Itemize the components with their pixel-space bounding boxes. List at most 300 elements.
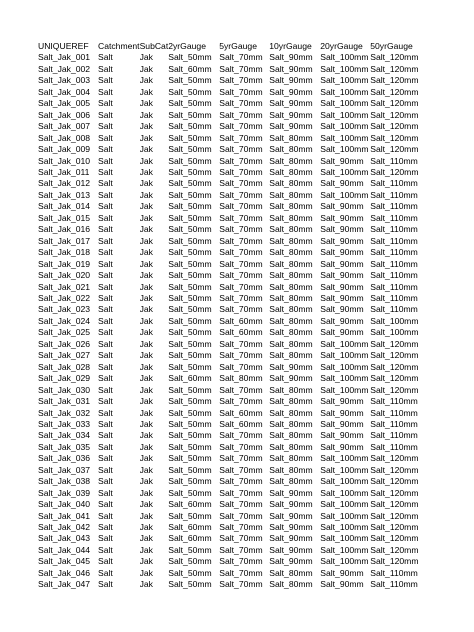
gauge-10yr-cell[interactable]: Salt_80mm xyxy=(269,270,313,281)
catchment-cell[interactable]: Salt xyxy=(98,373,113,384)
gauge-20yr-cell[interactable]: Salt_100mm xyxy=(320,86,369,97)
catchment-cell[interactable]: Salt xyxy=(98,98,113,109)
catchment-cell[interactable]: Salt xyxy=(98,201,113,212)
gauge-50yr-cell[interactable]: Salt_110mm xyxy=(370,258,418,269)
gauge-10yr-cell[interactable]: Salt_80mm xyxy=(269,247,313,258)
gauge-5yr-cell[interactable]: Salt_70mm xyxy=(219,155,263,166)
subcat-cell[interactable]: Jak xyxy=(139,292,153,303)
gauge-10yr-cell[interactable]: Salt_90mm xyxy=(269,373,313,384)
gauge-5yr-cell[interactable]: Salt_70mm xyxy=(219,304,263,315)
uniqueref-cell[interactable]: Salt_Jak_013 xyxy=(38,189,91,200)
gauge-5yr-cell[interactable]: Salt_70mm xyxy=(219,63,263,74)
gauge-5yr-cell[interactable]: Salt_70mm xyxy=(219,338,263,349)
gauge-5yr-cell[interactable]: Salt_70mm xyxy=(219,109,263,120)
uniqueref-cell[interactable]: Salt_Jak_003 xyxy=(38,75,91,86)
gauge-50yr-cell[interactable]: Salt_120mm xyxy=(370,75,419,86)
gauge-2yr-cell[interactable]: Salt_50mm xyxy=(168,144,212,155)
gauge-50yr-cell[interactable]: Salt_110mm xyxy=(370,441,418,452)
gauge-2yr-cell[interactable]: Salt_50mm xyxy=(168,361,212,372)
gauge-10yr-cell[interactable]: Salt_90mm xyxy=(269,510,313,521)
catchment-cell[interactable]: Salt xyxy=(98,247,113,258)
gauge-20yr-cell[interactable]: Salt_90mm xyxy=(320,418,364,429)
subcat-cell[interactable]: Jak xyxy=(139,201,153,212)
gauge-2yr-cell[interactable]: Salt_50mm xyxy=(168,327,212,338)
gauge-10yr-cell[interactable]: Salt_80mm xyxy=(269,441,313,452)
catchment-cell[interactable]: Salt xyxy=(98,212,113,223)
gauge-20yr-cell[interactable]: Salt_100mm xyxy=(320,533,369,544)
gauge-2yr-cell[interactable]: Salt_50mm xyxy=(168,281,212,292)
gauge-10yr-cell[interactable]: Salt_80mm xyxy=(269,476,313,487)
catchment-cell[interactable]: Salt xyxy=(98,579,113,590)
subcat-cell[interactable]: Jak xyxy=(139,430,153,441)
gauge-5yr-cell[interactable]: Salt_70mm xyxy=(219,189,263,200)
catchment-cell[interactable]: Salt xyxy=(98,52,113,63)
gauge-5yr-cell[interactable]: Salt_70mm xyxy=(219,544,263,555)
gauge-5yr-cell[interactable]: Salt_70mm xyxy=(219,453,263,464)
catchment-cell[interactable]: Salt xyxy=(98,533,113,544)
column-header-2yr-gauge[interactable]: 2yrGauge xyxy=(168,41,206,51)
gauge-50yr-cell[interactable]: Salt_110mm xyxy=(370,247,418,258)
uniqueref-cell[interactable]: Salt_Jak_015 xyxy=(38,212,91,223)
gauge-50yr-cell[interactable]: Salt_120mm xyxy=(370,373,419,384)
gauge-2yr-cell[interactable]: Salt_50mm xyxy=(168,212,212,223)
gauge-20yr-cell[interactable]: Salt_90mm xyxy=(320,212,364,223)
gauge-10yr-cell[interactable]: Salt_80mm xyxy=(269,418,313,429)
catchment-cell[interactable]: Salt xyxy=(98,464,113,475)
gauge-10yr-cell[interactable]: Salt_90mm xyxy=(269,499,313,510)
gauge-50yr-cell[interactable]: Salt_110mm xyxy=(370,212,418,223)
subcat-cell[interactable]: Jak xyxy=(139,212,153,223)
gauge-2yr-cell[interactable]: Salt_50mm xyxy=(168,98,212,109)
gauge-5yr-cell[interactable]: Salt_70mm xyxy=(219,281,263,292)
gauge-20yr-cell[interactable]: Salt_90mm xyxy=(320,315,364,326)
gauge-2yr-cell[interactable]: Salt_50mm xyxy=(168,178,212,189)
uniqueref-cell[interactable]: Salt_Jak_039 xyxy=(38,487,91,498)
gauge-20yr-cell[interactable]: Salt_90mm xyxy=(320,258,364,269)
subcat-cell[interactable]: Jak xyxy=(139,63,153,74)
subcat-cell[interactable]: Jak xyxy=(139,52,153,63)
gauge-5yr-cell[interactable]: Salt_70mm xyxy=(219,361,263,372)
gauge-50yr-cell[interactable]: Salt_100mm xyxy=(370,315,419,326)
gauge-2yr-cell[interactable]: Salt_50mm xyxy=(168,464,212,475)
gauge-10yr-cell[interactable]: Salt_80mm xyxy=(269,430,313,441)
gauge-2yr-cell[interactable]: Salt_50mm xyxy=(168,556,212,567)
gauge-50yr-cell[interactable]: Salt_120mm xyxy=(370,361,419,372)
uniqueref-cell[interactable]: Salt_Jak_043 xyxy=(38,533,91,544)
gauge-50yr-cell[interactable]: Salt_110mm xyxy=(370,430,418,441)
subcat-cell[interactable]: Jak xyxy=(139,396,153,407)
gauge-20yr-cell[interactable]: Salt_90mm xyxy=(320,247,364,258)
catchment-cell[interactable]: Salt xyxy=(98,166,113,177)
uniqueref-cell[interactable]: Salt_Jak_006 xyxy=(38,109,91,120)
gauge-10yr-cell[interactable]: Salt_80mm xyxy=(269,178,313,189)
catchment-cell[interactable]: Salt xyxy=(98,235,113,246)
gauge-50yr-cell[interactable]: Salt_110mm xyxy=(370,281,418,292)
gauge-10yr-cell[interactable]: Salt_80mm xyxy=(269,350,313,361)
gauge-2yr-cell[interactable]: Salt_50mm xyxy=(168,270,212,281)
gauge-5yr-cell[interactable]: Salt_70mm xyxy=(219,247,263,258)
subcat-cell[interactable]: Jak xyxy=(139,338,153,349)
gauge-50yr-cell[interactable]: Salt_110mm xyxy=(370,418,418,429)
gauge-10yr-cell[interactable]: Salt_80mm xyxy=(269,201,313,212)
gauge-5yr-cell[interactable]: Salt_70mm xyxy=(219,384,263,395)
catchment-cell[interactable]: Salt xyxy=(98,315,113,326)
gauge-10yr-cell[interactable]: Salt_80mm xyxy=(269,258,313,269)
gauge-20yr-cell[interactable]: Salt_100mm xyxy=(320,522,369,533)
catchment-cell[interactable]: Salt xyxy=(98,556,113,567)
gauge-10yr-cell[interactable]: Salt_90mm xyxy=(269,63,313,74)
gauge-50yr-cell[interactable]: Salt_110mm xyxy=(370,189,418,200)
gauge-2yr-cell[interactable]: Salt_60mm xyxy=(168,522,212,533)
gauge-5yr-cell[interactable]: Salt_70mm xyxy=(219,224,263,235)
gauge-5yr-cell[interactable]: Salt_70mm xyxy=(219,98,263,109)
catchment-cell[interactable]: Salt xyxy=(98,544,113,555)
subcat-cell[interactable]: Jak xyxy=(139,407,153,418)
gauge-5yr-cell[interactable]: Salt_70mm xyxy=(219,510,263,521)
uniqueref-cell[interactable]: Salt_Jak_036 xyxy=(38,453,91,464)
gauge-20yr-cell[interactable]: Salt_90mm xyxy=(320,304,364,315)
gauge-50yr-cell[interactable]: Salt_120mm xyxy=(370,384,419,395)
gauge-10yr-cell[interactable]: Salt_80mm xyxy=(269,384,313,395)
gauge-10yr-cell[interactable]: Salt_90mm xyxy=(269,556,313,567)
gauge-20yr-cell[interactable]: Salt_100mm xyxy=(320,63,369,74)
subcat-cell[interactable]: Jak xyxy=(139,144,153,155)
column-header-50yr-gauge[interactable]: 50yrGauge xyxy=(370,41,413,51)
catchment-cell[interactable]: Salt xyxy=(98,361,113,372)
gauge-20yr-cell[interactable]: Salt_100mm xyxy=(320,544,369,555)
uniqueref-cell[interactable]: Salt_Jak_035 xyxy=(38,441,91,452)
catchment-cell[interactable]: Salt xyxy=(98,304,113,315)
gauge-10yr-cell[interactable]: Salt_90mm xyxy=(269,544,313,555)
subcat-cell[interactable]: Jak xyxy=(139,270,153,281)
gauge-5yr-cell[interactable]: Salt_70mm xyxy=(219,52,263,63)
gauge-5yr-cell[interactable]: Salt_70mm xyxy=(219,132,263,143)
column-header-20yr-gauge[interactable]: 20yrGauge xyxy=(320,41,363,51)
catchment-cell[interactable]: Salt xyxy=(98,430,113,441)
gauge-20yr-cell[interactable]: Salt_90mm xyxy=(320,567,364,578)
uniqueref-cell[interactable]: Salt_Jak_027 xyxy=(38,350,91,361)
gauge-2yr-cell[interactable]: Salt_50mm xyxy=(168,75,212,86)
gauge-50yr-cell[interactable]: Salt_120mm xyxy=(370,476,419,487)
gauge-50yr-cell[interactable]: Salt_120mm xyxy=(370,533,419,544)
gauge-2yr-cell[interactable]: Salt_50mm xyxy=(168,418,212,429)
gauge-50yr-cell[interactable]: Salt_100mm xyxy=(370,327,419,338)
catchment-cell[interactable]: Salt xyxy=(98,418,113,429)
subcat-cell[interactable]: Jak xyxy=(139,132,153,143)
gauge-20yr-cell[interactable]: Salt_100mm xyxy=(320,132,369,143)
gauge-5yr-cell[interactable]: Salt_70mm xyxy=(219,292,263,303)
gauge-50yr-cell[interactable]: Salt_120mm xyxy=(370,522,419,533)
column-header-5yr-gauge[interactable]: 5yrGauge xyxy=(219,41,257,51)
uniqueref-cell[interactable]: Salt_Jak_038 xyxy=(38,476,91,487)
uniqueref-cell[interactable]: Salt_Jak_045 xyxy=(38,556,91,567)
gauge-50yr-cell[interactable]: Salt_120mm xyxy=(370,487,419,498)
gauge-2yr-cell[interactable]: Salt_50mm xyxy=(168,86,212,97)
gauge-5yr-cell[interactable]: Salt_70mm xyxy=(219,86,263,97)
catchment-cell[interactable]: Salt xyxy=(98,121,113,132)
gauge-5yr-cell[interactable]: Salt_60mm xyxy=(219,327,263,338)
gauge-5yr-cell[interactable]: Salt_60mm xyxy=(219,407,263,418)
gauge-10yr-cell[interactable]: Salt_90mm xyxy=(269,75,313,86)
gauge-20yr-cell[interactable]: Salt_100mm xyxy=(320,98,369,109)
gauge-10yr-cell[interactable]: Salt_80mm xyxy=(269,304,313,315)
catchment-cell[interactable]: Salt xyxy=(98,178,113,189)
uniqueref-cell[interactable]: Salt_Jak_034 xyxy=(38,430,91,441)
gauge-2yr-cell[interactable]: Salt_50mm xyxy=(168,224,212,235)
catchment-cell[interactable]: Salt xyxy=(98,384,113,395)
gauge-2yr-cell[interactable]: Salt_50mm xyxy=(168,201,212,212)
gauge-20yr-cell[interactable]: Salt_100mm xyxy=(320,487,369,498)
subcat-cell[interactable]: Jak xyxy=(139,579,153,590)
gauge-2yr-cell[interactable]: Salt_50mm xyxy=(168,350,212,361)
subcat-cell[interactable]: Jak xyxy=(139,441,153,452)
gauge-10yr-cell[interactable]: Salt_80mm xyxy=(269,567,313,578)
gauge-20yr-cell[interactable]: Salt_90mm xyxy=(320,270,364,281)
subcat-cell[interactable]: Jak xyxy=(139,189,153,200)
gauge-20yr-cell[interactable]: Salt_90mm xyxy=(320,235,364,246)
gauge-2yr-cell[interactable]: Salt_50mm xyxy=(168,396,212,407)
gauge-20yr-cell[interactable]: Salt_100mm xyxy=(320,144,369,155)
catchment-cell[interactable]: Salt xyxy=(98,396,113,407)
gauge-20yr-cell[interactable]: Salt_100mm xyxy=(320,499,369,510)
gauge-20yr-cell[interactable]: Salt_100mm xyxy=(320,384,369,395)
subcat-cell[interactable]: Jak xyxy=(139,235,153,246)
catchment-cell[interactable]: Salt xyxy=(98,476,113,487)
subcat-cell[interactable]: Jak xyxy=(139,304,153,315)
gauge-2yr-cell[interactable]: Salt_60mm xyxy=(168,499,212,510)
gauge-2yr-cell[interactable]: Salt_50mm xyxy=(168,235,212,246)
uniqueref-cell[interactable]: Salt_Jak_011 xyxy=(38,166,90,177)
gauge-2yr-cell[interactable]: Salt_60mm xyxy=(168,533,212,544)
gauge-2yr-cell[interactable]: Salt_50mm xyxy=(168,453,212,464)
gauge-5yr-cell[interactable]: Salt_60mm xyxy=(219,418,263,429)
uniqueref-cell[interactable]: Salt_Jak_044 xyxy=(38,544,91,555)
catchment-cell[interactable]: Salt xyxy=(98,327,113,338)
column-header-catchment[interactable]: Catchment xyxy=(98,41,140,51)
catchment-cell[interactable]: Salt xyxy=(98,224,113,235)
gauge-2yr-cell[interactable]: Salt_50mm xyxy=(168,121,212,132)
gauge-5yr-cell[interactable]: Salt_70mm xyxy=(219,499,263,510)
gauge-2yr-cell[interactable]: Salt_50mm xyxy=(168,189,212,200)
gauge-10yr-cell[interactable]: Salt_80mm xyxy=(269,396,313,407)
gauge-50yr-cell[interactable]: Salt_120mm xyxy=(370,98,419,109)
gauge-5yr-cell[interactable]: Salt_70mm xyxy=(219,350,263,361)
gauge-2yr-cell[interactable]: Salt_50mm xyxy=(168,109,212,120)
subcat-cell[interactable]: Jak xyxy=(139,258,153,269)
gauge-50yr-cell[interactable]: Salt_120mm xyxy=(370,556,419,567)
catchment-cell[interactable]: Salt xyxy=(98,338,113,349)
uniqueref-cell[interactable]: Salt_Jak_004 xyxy=(38,86,91,97)
gauge-50yr-cell[interactable]: Salt_120mm xyxy=(370,144,419,155)
gauge-20yr-cell[interactable]: Salt_100mm xyxy=(320,75,369,86)
gauge-2yr-cell[interactable]: Salt_50mm xyxy=(168,407,212,418)
gauge-5yr-cell[interactable]: Salt_70mm xyxy=(219,75,263,86)
gauge-50yr-cell[interactable]: Salt_110mm xyxy=(370,396,418,407)
gauge-2yr-cell[interactable]: Salt_50mm xyxy=(168,52,212,63)
gauge-50yr-cell[interactable]: Salt_110mm xyxy=(370,224,418,235)
gauge-20yr-cell[interactable]: Salt_100mm xyxy=(320,556,369,567)
subcat-cell[interactable]: Jak xyxy=(139,533,153,544)
gauge-20yr-cell[interactable]: Salt_90mm xyxy=(320,579,364,590)
gauge-10yr-cell[interactable]: Salt_80mm xyxy=(269,453,313,464)
gauge-50yr-cell[interactable]: Salt_120mm xyxy=(370,109,419,120)
gauge-50yr-cell[interactable]: Salt_120mm xyxy=(370,63,419,74)
gauge-2yr-cell[interactable]: Salt_50mm xyxy=(168,315,212,326)
gauge-20yr-cell[interactable]: Salt_100mm xyxy=(320,373,369,384)
subcat-cell[interactable]: Jak xyxy=(139,224,153,235)
subcat-cell[interactable]: Jak xyxy=(139,281,153,292)
gauge-2yr-cell[interactable]: Salt_50mm xyxy=(168,258,212,269)
gauge-20yr-cell[interactable]: Salt_100mm xyxy=(320,109,369,120)
gauge-10yr-cell[interactable]: Salt_80mm xyxy=(269,315,313,326)
gauge-10yr-cell[interactable]: Salt_90mm xyxy=(269,52,313,63)
catchment-cell[interactable]: Salt xyxy=(98,407,113,418)
gauge-20yr-cell[interactable]: Salt_90mm xyxy=(320,178,364,189)
catchment-cell[interactable]: Salt xyxy=(98,453,113,464)
gauge-5yr-cell[interactable]: Salt_80mm xyxy=(219,373,263,384)
gauge-10yr-cell[interactable]: Salt_80mm xyxy=(269,338,313,349)
gauge-10yr-cell[interactable]: Salt_80mm xyxy=(269,579,313,590)
uniqueref-cell[interactable]: Salt_Jak_031 xyxy=(38,396,91,407)
gauge-10yr-cell[interactable]: Salt_90mm xyxy=(269,533,313,544)
subcat-cell[interactable]: Jak xyxy=(139,75,153,86)
subcat-cell[interactable]: Jak xyxy=(139,373,153,384)
gauge-20yr-cell[interactable]: Salt_90mm xyxy=(320,441,364,452)
subcat-cell[interactable]: Jak xyxy=(139,315,153,326)
gauge-20yr-cell[interactable]: Salt_90mm xyxy=(320,292,364,303)
catchment-cell[interactable]: Salt xyxy=(98,441,113,452)
gauge-10yr-cell[interactable]: Salt_90mm xyxy=(269,487,313,498)
gauge-5yr-cell[interactable]: Salt_70mm xyxy=(219,464,263,475)
gauge-50yr-cell[interactable]: Salt_110mm xyxy=(370,292,418,303)
gauge-50yr-cell[interactable]: Salt_120mm xyxy=(370,510,419,521)
uniqueref-cell[interactable]: Salt_Jak_010 xyxy=(38,155,91,166)
gauge-50yr-cell[interactable]: Salt_120mm xyxy=(370,52,419,63)
gauge-10yr-cell[interactable]: Salt_80mm xyxy=(269,144,313,155)
catchment-cell[interactable]: Salt xyxy=(98,487,113,498)
gauge-5yr-cell[interactable]: Salt_70mm xyxy=(219,396,263,407)
gauge-2yr-cell[interactable]: Salt_60mm xyxy=(168,373,212,384)
gauge-10yr-cell[interactable]: Salt_80mm xyxy=(269,327,313,338)
uniqueref-cell[interactable]: Salt_Jak_005 xyxy=(38,98,91,109)
catchment-cell[interactable]: Salt xyxy=(98,567,113,578)
uniqueref-cell[interactable]: Salt_Jak_028 xyxy=(38,361,91,372)
gauge-50yr-cell[interactable]: Salt_120mm xyxy=(370,499,419,510)
gauge-20yr-cell[interactable]: Salt_100mm xyxy=(320,166,369,177)
gauge-50yr-cell[interactable]: Salt_120mm xyxy=(370,166,419,177)
gauge-5yr-cell[interactable]: Salt_70mm xyxy=(219,121,263,132)
gauge-20yr-cell[interactable]: Salt_90mm xyxy=(320,327,364,338)
gauge-20yr-cell[interactable]: Salt_100mm xyxy=(320,476,369,487)
gauge-10yr-cell[interactable]: Salt_80mm xyxy=(269,155,313,166)
gauge-20yr-cell[interactable]: Salt_90mm xyxy=(320,430,364,441)
gauge-20yr-cell[interactable]: Salt_100mm xyxy=(320,52,369,63)
gauge-20yr-cell[interactable]: Salt_90mm xyxy=(320,281,364,292)
uniqueref-cell[interactable]: Salt_Jak_042 xyxy=(38,522,91,533)
subcat-cell[interactable]: Jak xyxy=(139,166,153,177)
gauge-10yr-cell[interactable]: Salt_80mm xyxy=(269,212,313,223)
gauge-50yr-cell[interactable]: Salt_110mm xyxy=(370,235,418,246)
gauge-5yr-cell[interactable]: Salt_70mm xyxy=(219,556,263,567)
uniqueref-cell[interactable]: Salt_Jak_009 xyxy=(38,144,91,155)
gauge-50yr-cell[interactable]: Salt_110mm xyxy=(370,155,418,166)
gauge-10yr-cell[interactable]: Salt_80mm xyxy=(269,166,313,177)
gauge-5yr-cell[interactable]: Salt_70mm xyxy=(219,144,263,155)
uniqueref-cell[interactable]: Salt_Jak_037 xyxy=(38,464,91,475)
subcat-cell[interactable]: Jak xyxy=(139,510,153,521)
uniqueref-cell[interactable]: Salt_Jak_017 xyxy=(38,235,91,246)
subcat-cell[interactable]: Jak xyxy=(139,98,153,109)
gauge-10yr-cell[interactable]: Salt_90mm xyxy=(269,98,313,109)
uniqueref-cell[interactable]: Salt_Jak_041 xyxy=(38,510,91,521)
gauge-2yr-cell[interactable]: Salt_50mm xyxy=(168,430,212,441)
uniqueref-cell[interactable]: Salt_Jak_033 xyxy=(38,418,91,429)
column-header-subcat[interactable]: SubCat xyxy=(139,41,169,51)
uniqueref-cell[interactable]: Salt_Jak_016 xyxy=(38,224,91,235)
gauge-50yr-cell[interactable]: Salt_110mm xyxy=(370,567,418,578)
gauge-20yr-cell[interactable]: Salt_100mm xyxy=(320,510,369,521)
gauge-10yr-cell[interactable]: Salt_90mm xyxy=(269,86,313,97)
gauge-2yr-cell[interactable]: Salt_50mm xyxy=(168,487,212,498)
gauge-2yr-cell[interactable]: Salt_50mm xyxy=(168,384,212,395)
subcat-cell[interactable]: Jak xyxy=(139,327,153,338)
gauge-50yr-cell[interactable]: Salt_110mm xyxy=(370,270,418,281)
catchment-cell[interactable]: Salt xyxy=(98,189,113,200)
uniqueref-cell[interactable]: Salt_Jak_022 xyxy=(38,292,91,303)
gauge-2yr-cell[interactable]: Salt_50mm xyxy=(168,338,212,349)
gauge-50yr-cell[interactable]: Salt_120mm xyxy=(370,121,419,132)
uniqueref-cell[interactable]: Salt_Jak_021 xyxy=(38,281,91,292)
gauge-50yr-cell[interactable]: Salt_110mm xyxy=(370,579,418,590)
gauge-10yr-cell[interactable]: Salt_80mm xyxy=(269,464,313,475)
gauge-20yr-cell[interactable]: Salt_100mm xyxy=(320,189,369,200)
gauge-10yr-cell[interactable]: Salt_80mm xyxy=(269,132,313,143)
gauge-5yr-cell[interactable]: Salt_70mm xyxy=(219,201,263,212)
subcat-cell[interactable]: Jak xyxy=(139,121,153,132)
gauge-20yr-cell[interactable]: Salt_100mm xyxy=(320,121,369,132)
catchment-cell[interactable]: Salt xyxy=(98,510,113,521)
uniqueref-cell[interactable]: Salt_Jak_002 xyxy=(38,63,91,74)
gauge-20yr-cell[interactable]: Salt_90mm xyxy=(320,407,364,418)
gauge-5yr-cell[interactable]: Salt_70mm xyxy=(219,487,263,498)
gauge-2yr-cell[interactable]: Salt_50mm xyxy=(168,155,212,166)
subcat-cell[interactable]: Jak xyxy=(139,155,153,166)
gauge-20yr-cell[interactable]: Salt_100mm xyxy=(320,338,369,349)
uniqueref-cell[interactable]: Salt_Jak_047 xyxy=(38,579,91,590)
uniqueref-cell[interactable]: Salt_Jak_007 xyxy=(38,121,91,132)
subcat-cell[interactable]: Jak xyxy=(139,418,153,429)
subcat-cell[interactable]: Jak xyxy=(139,556,153,567)
catchment-cell[interactable]: Salt xyxy=(98,522,113,533)
uniqueref-cell[interactable]: Salt_Jak_026 xyxy=(38,338,91,349)
gauge-10yr-cell[interactable]: Salt_80mm xyxy=(269,235,313,246)
subcat-cell[interactable]: Jak xyxy=(139,109,153,120)
gauge-2yr-cell[interactable]: Salt_50mm xyxy=(168,544,212,555)
uniqueref-cell[interactable]: Salt_Jak_040 xyxy=(38,499,91,510)
subcat-cell[interactable]: Jak xyxy=(139,384,153,395)
gauge-5yr-cell[interactable]: Salt_70mm xyxy=(219,579,263,590)
gauge-10yr-cell[interactable]: Salt_90mm xyxy=(269,121,313,132)
gauge-2yr-cell[interactable]: Salt_50mm xyxy=(168,476,212,487)
gauge-5yr-cell[interactable]: Salt_70mm xyxy=(219,270,263,281)
gauge-5yr-cell[interactable]: Salt_70mm xyxy=(219,235,263,246)
uniqueref-cell[interactable]: Salt_Jak_025 xyxy=(38,327,91,338)
uniqueref-cell[interactable]: Salt_Jak_046 xyxy=(38,567,91,578)
gauge-5yr-cell[interactable]: Salt_70mm xyxy=(219,258,263,269)
column-header-uniqueref[interactable]: UNIQUEREF xyxy=(38,41,89,51)
catchment-cell[interactable]: Salt xyxy=(98,132,113,143)
gauge-20yr-cell[interactable]: Salt_90mm xyxy=(320,201,364,212)
